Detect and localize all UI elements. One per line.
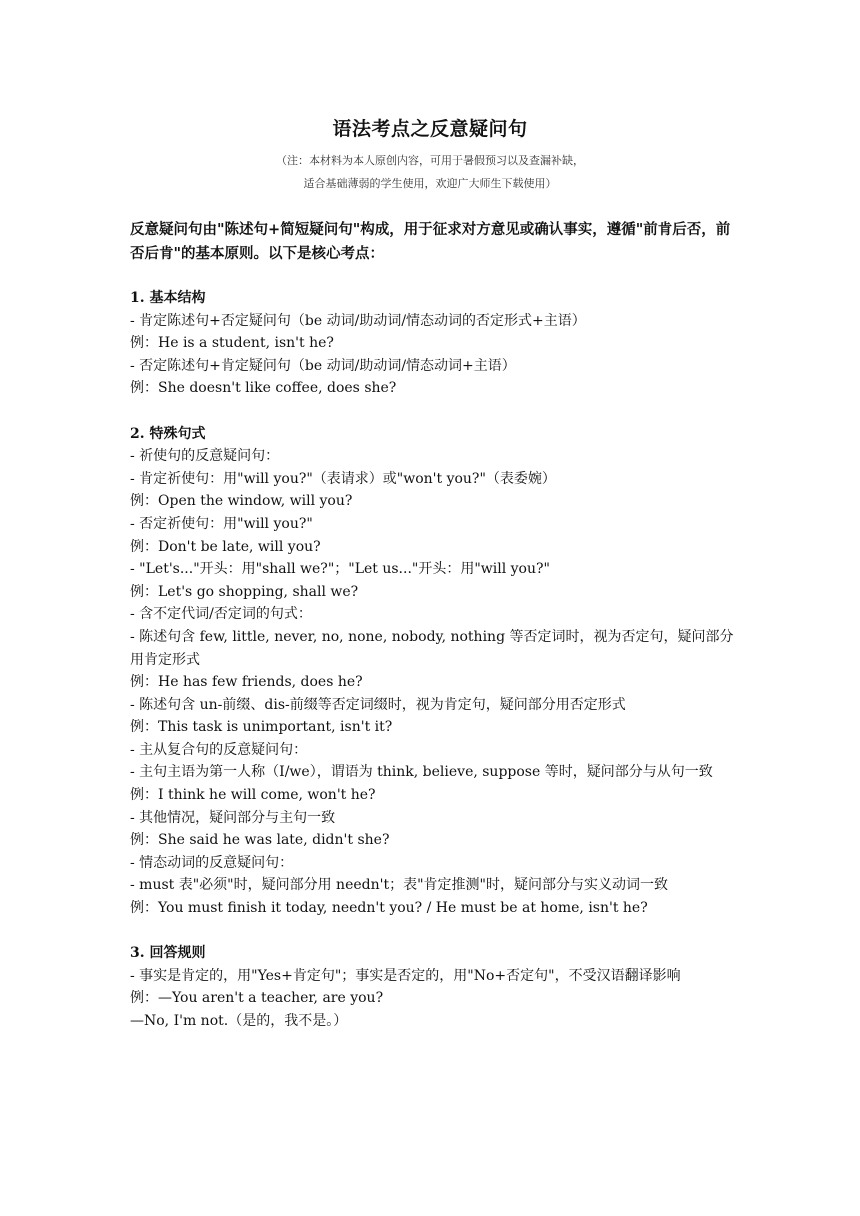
text-line: - 情态动词的反意疑问句： [130, 854, 294, 871]
text-line: - 肯定陈述句+否定疑问句（be 动词/助动词/情态动词的否定形式+主语） [130, 312, 586, 329]
example-line: 例：She doesn't like coffee, does she? [130, 380, 397, 397]
example-line: 例：I think he will come, won't he? [130, 787, 376, 804]
text-line: - 否定陈述句+肯定疑问句（be 动词/助动词/情态动词+主语） [130, 357, 516, 374]
example-line: 例：She said he was late, didn't she? [130, 832, 390, 849]
text-line: - 其他情况，疑问部分与主句一致 [130, 809, 336, 826]
text-line: - 主从复合句的反意疑问句： [130, 741, 308, 758]
example-line: 例：He has few friends, does he? [130, 674, 363, 691]
text-line: - 祈使句的反意疑问句： [130, 448, 280, 465]
example-line: —No, I'm not.（是的，我不是。） [130, 1013, 348, 1029]
text-line: - "Let's..."开头：用"shall we?"；"Let us..."开头：用"will you?" [130, 561, 550, 578]
page-title: 语法考点之反意疑问句 [332, 118, 528, 140]
blank-line [130, 920, 740, 943]
text-line: - 含不定代词/否定词的句式： [130, 606, 312, 623]
text-line: - 主句主语为第一人称（I/we），谓语为 think, believe, suppose 等时，疑问部分与从句一致 [130, 764, 713, 781]
section-heading: 1. 基本结构 [130, 290, 206, 306]
example-line: 例：This task is unimportant, isn't it? [130, 719, 393, 736]
example-line: 例：Let's go shopping, shall we? [130, 583, 359, 600]
section-heading: 2. 特殊句式 [130, 425, 206, 442]
section-heading: 3. 回答规则 [130, 945, 206, 962]
text-line: - must 表"必须"时，疑问部分用 needn't；表"肯定推测"时，疑问部分与实义动词一致 [130, 877, 668, 894]
intro-paragraph: 反意疑问句由"陈述句+简短疑问句"构成，用于征求对方意见或确认事实，遵循"前肯后否，前否后肯"的基本原则。以下是核心考点： [130, 221, 731, 262]
text-line: - 陈述句含 un-前缀、dis-前缀等否定词缀时，视为肯定句，疑问部分用否定形式 [130, 696, 626, 713]
note-line-2: 适合基础薄弱的学生使用，欢迎广大师生下载使用） [303, 177, 557, 190]
example-line: 例：Don't be late, will you? [130, 538, 321, 555]
text-line: - 陈述句含 few, little, never, no, none, nobody, nothing 等否定词时，视为否定句，疑问部分用肯定形式 [130, 628, 734, 668]
example-line: 例：You must finish it today, needn't you? / He must be at home, isn't he? [130, 900, 648, 917]
example-line: 例：Open the window, will you? [130, 493, 353, 510]
note-line-1: （注：本材料为本人原创内容，可用于暑假预习以及查漏补缺， [276, 154, 584, 167]
text-line: - 事实是肯定的，用"Yes+肯定句"；事实是否定的，用"No+否定句"，不受汉语翻译影响 [130, 967, 681, 984]
text-line: - 肯定祈使句：用"will you?"（表请求）或"won't you?"（表委婉） [130, 470, 556, 487]
text-line: - 否定祈使句：用"will you?" [130, 515, 313, 532]
blank-line [130, 400, 740, 423]
document-body [130, 287, 740, 1033]
example-line: 例：He is a student, isn't he? [130, 335, 334, 352]
example-line: 例：—You aren't a teacher, are you? [130, 990, 384, 1007]
